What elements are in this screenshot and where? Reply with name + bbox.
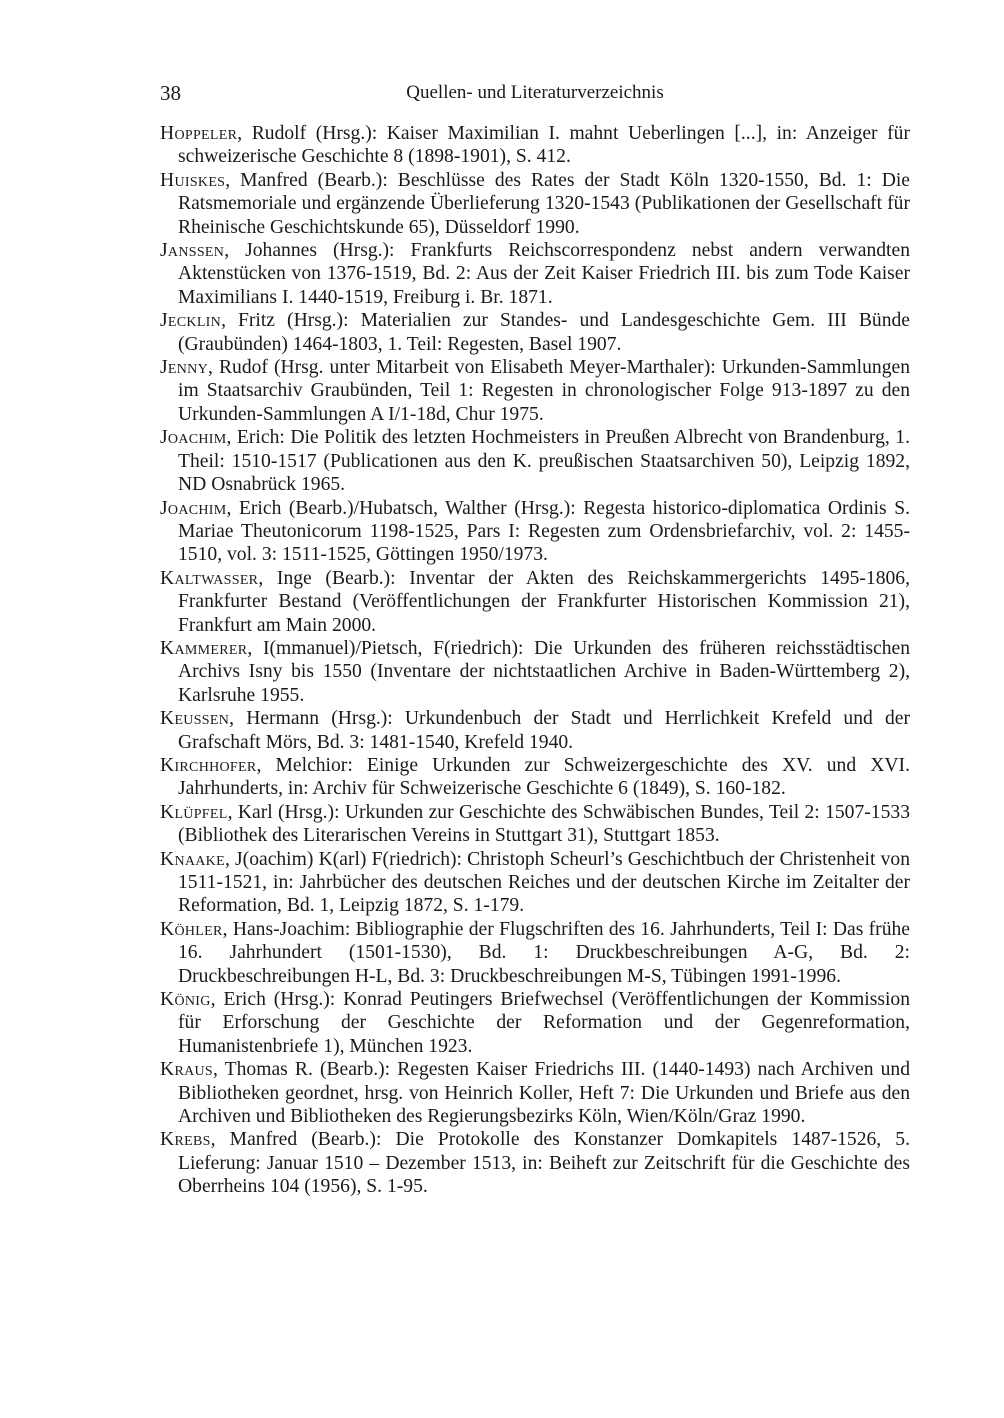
bibliography-entry	[160, 309, 910, 356]
entry-author: Kaltwasser	[160, 567, 259, 589]
bibliography-entry	[160, 356, 910, 426]
entry-author: Hoppeler	[160, 123, 238, 144]
bibliography-entry	[160, 122, 910, 169]
entry-text: , Manfred (Bearb.): Die Protokolle des Konstanzer Domkapitels 1487-1526, 5. Lieferung: Januar 1510 – Dezember 1513, in: Beiheft zur Zeitschrift für die Geschichte des Oberrheins 104 (1956), S. 1-95.	[178, 1129, 910, 1198]
entry-text: , Erich (Bearb.)/Hubatsch, Walther (Hrsg.): Regesta historico-diplomatica Ordinis S. Mariae Theutonicorum 1198-1525, Pars I: Regesten zum Ordensbriefarchiv, vol. 2: 1455-1510, vol. 3: 1511-1525, Göttingen 1950/1973.	[178, 497, 910, 566]
bibliography-entry	[160, 707, 910, 754]
running-title: Quellen- und Literaturverzeichnis	[406, 82, 664, 103]
entry-author: Joachim	[160, 427, 227, 449]
bibliography-entry	[160, 637, 910, 707]
entry-text: , I(mmanuel)/Pietsch, F(riedrich): Die Urkunden des früheren reichsstädtischen Archivs Isny bis 1550 (Inventare der nichtstaatlichen Archive in Baden-Württemberg 2), Karlsruhe 1955.	[178, 637, 910, 706]
bibliography-entry	[160, 567, 910, 637]
entry-text: , Inge (Bearb.): Inventar der Akten des Reichskammergerichts 1495-1806, Frankfurter Bestand (Veröffentlichungen der Frankfurter Historischen Kommission 21), Frankfurt am Main 2000.	[178, 567, 910, 636]
entry-author: Janssen	[160, 240, 225, 262]
entry-author: Keussen	[160, 708, 230, 730]
entry-author: Huiskes	[160, 169, 226, 191]
entry-text: , Fritz (Hrsg.): Materialien zur Standes- und Landesgeschichte Gem. III Bünde (Graubünden) 1464-1803, 1. Teil: Regesten, Basel 1907.	[178, 310, 910, 355]
entry-text: , Rudolf (Hrsg.): Kaiser Maximilian I. mahnt Ueberlingen [...], in: Anzeiger für schweizerische Geschichte 8 (1898-1901), S. 412.	[178, 123, 910, 168]
entry-text: , Manfred (Bearb.): Beschlüsse des Rates der Stadt Köln 1320-1550, Bd. 1: Die Ratsmemoriale und ergänzende Überlieferung 1320-1543 (Publikationen der Gesellschaft für Rheinische Geschichtskunde 65), Düsseldorf 1990.	[178, 169, 910, 238]
page-header	[160, 78, 910, 108]
entry-text: , Melchior: Einige Urkunden zur Schweizergeschichte des XV. und XVI. Jahrhunderts, in: Archiv für Schweizerische Geschichte 6 (1849), S. 160-182.	[178, 754, 910, 800]
bibliography-entry	[160, 169, 910, 239]
entry-author: König	[160, 989, 211, 1011]
entry-author: Klüpfel	[160, 801, 228, 823]
entry-text: , Thomas R. (Bearb.): Regesten Kaiser Friedrichs III. (1440-1493) nach Archiven und Bibliotheken geordnet, hrsg. von Heinrich Koller, Heft 7: Die Urkunden und Briefe aus den Archiven und Bibliotheken des Regierungsbezirks Köln, Wien/Köln/Graz 1990.	[178, 1059, 910, 1128]
entry-author: Köhler	[160, 918, 223, 940]
bibliography-entry	[160, 801, 910, 848]
entry-text: , Erich (Hrsg.): Konrad Peutingers Briefwechsel (Veröffentlichungen der Kommission für Erforschung der Geschichte der Reformation und der Gegenreformation, Humanistenbriefe 1), München 1923.	[178, 989, 910, 1057]
entry-author: Kirchhofer	[160, 754, 257, 776]
bibliography-entry	[160, 988, 910, 1058]
entry-author: Krebs	[160, 1129, 211, 1151]
bibliography-entry	[160, 1128, 910, 1198]
entry-author: Joachim	[160, 497, 227, 519]
entry-author: Jenny	[160, 357, 209, 379]
entry-author: Jecklin	[160, 310, 222, 332]
entry-text: , Karl (Hrsg.): Urkunden zur Geschichte des Schwäbischen Bundes, Teil 2: 1507-1533 (Bibliothek des Literarischen Vereins in Stuttgart 31), Stuttgart 1853.	[178, 801, 910, 847]
entry-text: , Hermann (Hrsg.): Urkundenbuch der Stadt und Herrlichkeit Krefeld und der Grafschaft Mörs, Bd. 3: 1481-1540, Krefeld 1940.	[178, 708, 910, 753]
entry-text: , Rudof (Hrsg. unter Mitarbeit von Elisabeth Meyer-Marthaler): Urkunden-Sammlungen im Staatsarchiv Graubünden, Teil 1: Regesten in chronologischer Folge 913-1897 zu den Urkunden-Sammlungen A I/1-18d, Chur 1975.	[178, 357, 910, 425]
entry-text: , Hans-Joachim: Bibliographie der Flugschriften des 16. Jahrhunderts, Teil I: Das frühe 16. Jahrhundert (1501-1530), Bd. 1: Druckbeschreibungen A-G, Bd. 2: Druckbeschreibungen H-L, Bd. 3: Druckbeschreibungen M-S, Tübingen 1991-1996.	[178, 918, 910, 987]
bibliography-list	[160, 122, 910, 1199]
bibliography-entry	[160, 426, 910, 496]
entry-author: Kammerer	[160, 637, 248, 659]
bibliography-entry	[160, 754, 910, 801]
entry-author: Kraus	[160, 1059, 213, 1081]
bibliography-entry	[160, 239, 910, 309]
bibliography-entry	[160, 1058, 910, 1128]
entry-text: , J(oachim) K(arl) F(riedrich): Christoph Scheurl’s Geschichtbuch der Christenheit von 1511-1521, in: Jahrbücher des deutschen Reiches und der deutschen Kirche im Zeitalter der Reformation, Bd. 1, Leipzig 1872, S. 1-179.	[178, 848, 910, 917]
entry-text: , Johannes (Hrsg.): Frankfurts Reichscorrespondenz nebst andern verwandten Aktenstücken von 1376-1519, Bd. 2: Aus der Zeit Kaiser Friedrich III. bis zum Tode Kaiser Maximilians I. 1440-1519, Freiburg i. Br. 1871.	[178, 240, 910, 308]
page-number: 38	[160, 81, 181, 105]
bibliography-entry	[160, 497, 910, 567]
bibliography-entry	[160, 918, 910, 988]
bibliography-entry	[160, 848, 910, 918]
entry-author: Knaake	[160, 848, 225, 870]
entry-text: , Erich: Die Politik des letzten Hochmeisters in Preußen Albrecht von Brandenburg, 1. Theil: 1510-1517 (Publicationen aus den K. preußischen Staatsarchiven 50), Leipzig 1892, ND Osnabrück 1965.	[178, 427, 910, 496]
